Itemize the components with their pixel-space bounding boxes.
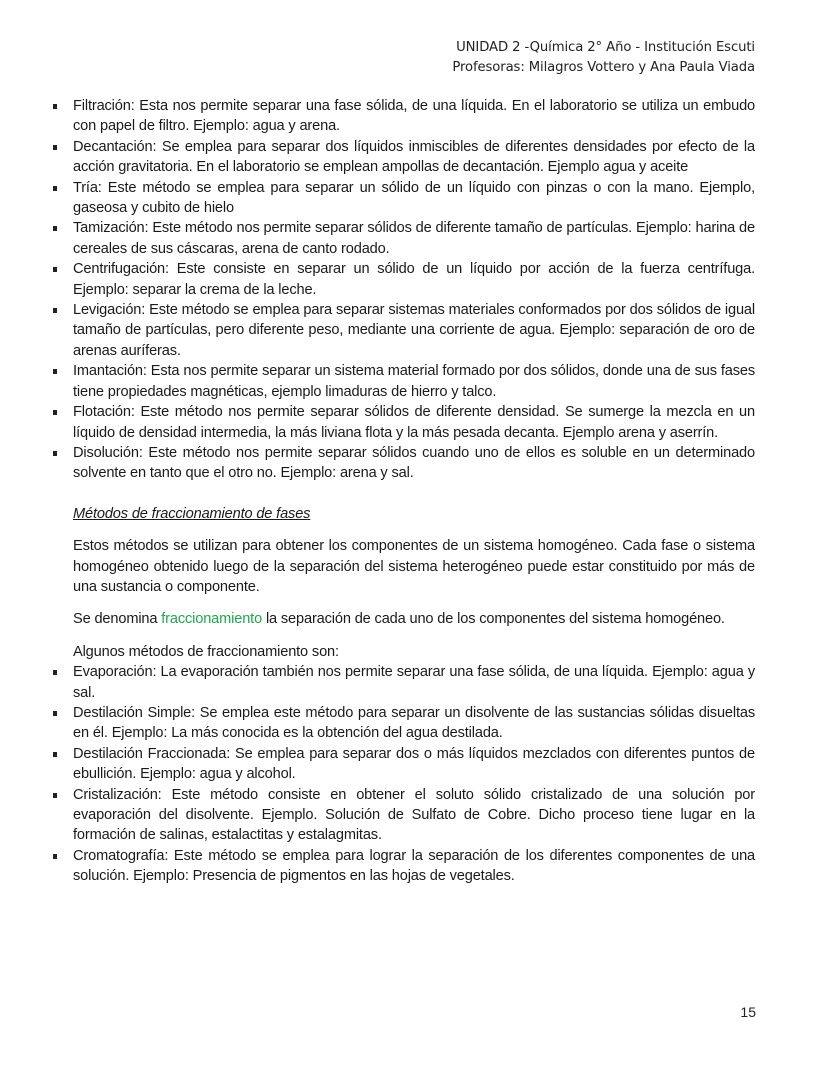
bullet-icon bbox=[53, 711, 57, 716]
list-item-centrifugacion: Centrifugación: Este consiste en separar un sólido de un líquido por acción de la fuerza centrífuga. Ejemplo: separar la crema de la leche. bbox=[53, 259, 755, 300]
list-item-cristalizacion: Cristalización: Este método consiste en obtener el soluto sólido cristalizado de una solución por evaporación del disolvente. Ejemplo. Solución de Sulfato de Cobre. Dicho proceso tiene lugar en la formación de salinas, estalactitas y estalagmitas. bbox=[53, 785, 755, 846]
list-item-imantacion: Imantación: Esta nos permite separar un sistema material formado por dos sólidos, donde una de sus fases tiene propiedades magnéticas, ejemplo limaduras de hierro y talco. bbox=[53, 361, 755, 402]
header-unit-title: UNIDAD 2 -Química 2° Año - Institución Escuti bbox=[456, 40, 755, 55]
bullet-icon bbox=[53, 369, 57, 374]
list-item-evaporacion: Evaporación: La evaporación también nos permite separar una fase sólida, de una líquida. Ejemplo: agua y sal. bbox=[53, 662, 755, 703]
list-item-flotacion: Flotación: Este método nos permite separar sólidos de diferente densidad. Se sumerge la mezcla en un líquido de densidad intermedia, la más liviana flota y la más pesada decanta. Ejemplo arena y aserrín. bbox=[53, 402, 755, 443]
section-intro: Estos métodos se utilizan para obtener los componentes de un sistema homogéneo. Cada fase o sistema homogéneo obtenido luego de la separación del sistema heterogéneo puede estar constituido por más de una sustancia o componente. bbox=[73, 538, 755, 595]
bullet-icon bbox=[53, 410, 57, 415]
bullet-icon bbox=[53, 451, 57, 456]
bullet-icon bbox=[53, 145, 57, 150]
bullet-icon bbox=[53, 267, 57, 272]
list-item-destilacion-fraccionada: Destilación Fraccionada: Se emplea para separar dos o más líquidos mezclados con diferentes puntos de ebullición. Ejemplo: agua y alcohol. bbox=[53, 744, 755, 785]
list-item-levigacion: Levigación: Este método se emplea para separar sistemas materiales conformados por dos sólidos de igual tamaño de partículas, pero diferente peso, mediante una corriente de agua. Ejemplo: separación de oro de arenas auríferas. bbox=[53, 300, 755, 361]
list-intro: Algunos métodos de fraccionamiento son: bbox=[73, 643, 339, 660]
list-item-destilacion-simple: Destilación Simple: Se emplea este método para separar un disolvente de las sustancias sólidas disueltas en él. Ejemplo: La más conocida es la obtención del agua destilada. bbox=[53, 703, 755, 744]
fractionation-methods-list bbox=[53, 662, 755, 886]
list-item-decantacion: Decantación: Se emplea para separar dos líquidos inmiscibles de diferentes densidades por efecto de la acción gravitatoria. En el laboratorio se emplean ampollas de decantación. Ejemplo agua y aceite bbox=[53, 137, 755, 178]
bullet-icon bbox=[53, 226, 57, 231]
bullet-icon bbox=[53, 752, 57, 757]
bullet-icon bbox=[53, 670, 57, 675]
bullet-icon bbox=[53, 308, 57, 313]
list-item-filtracion: Filtración: Esta nos permite separar una fase sólida, de una líquida. En el laboratorio se utiliza un embudo con papel de filtro. Ejemplo: agua y arena. bbox=[53, 96, 755, 137]
page-header bbox=[452, 38, 755, 78]
list-item-tamizacion: Tamización: Este método nos permite separar sólidos de diferente tamaño de partículas. Ejemplo: harina de cereales de sus cáscaras, arena de canto rodado. bbox=[53, 218, 755, 259]
list-item-tria: Tría: Este método se emplea para separar un sólido de un líquido con pinzas o con la mano. Ejemplo, gaseosa y cubito de hielo bbox=[53, 178, 755, 219]
bullet-icon bbox=[53, 186, 57, 191]
page-content bbox=[53, 96, 755, 887]
list-item-disolucion: Disolución: Este método nos permite separar sólidos cuando uno de ellos es soluble en un determinado solvente en tanto que el otro no. Ejemplo: arena y sal. bbox=[53, 443, 755, 484]
header-teachers: Profesoras: Milagros Vottero y Ana Paula Viada bbox=[452, 60, 755, 75]
bullet-icon bbox=[53, 793, 57, 798]
list-item-cromatografia: Cromatografía: Este método se emplea para lograr la separación de los diferentes componentes de una solución. Ejemplo: Presencia de pigmentos en las hojas de vegetales. bbox=[53, 846, 755, 887]
bullet-icon bbox=[53, 854, 57, 859]
separation-methods-list bbox=[53, 96, 755, 484]
highlighted-term: fraccionamiento bbox=[161, 611, 263, 628]
bullet-icon bbox=[53, 104, 57, 109]
definition-paragraph: Se denomina fraccionamiento la separación de cada uno de los componentes del sistema homogéneo. bbox=[73, 611, 725, 628]
page-number: 15 bbox=[740, 1004, 756, 1020]
section-title: Métodos de fraccionamiento de fases bbox=[73, 505, 311, 522]
